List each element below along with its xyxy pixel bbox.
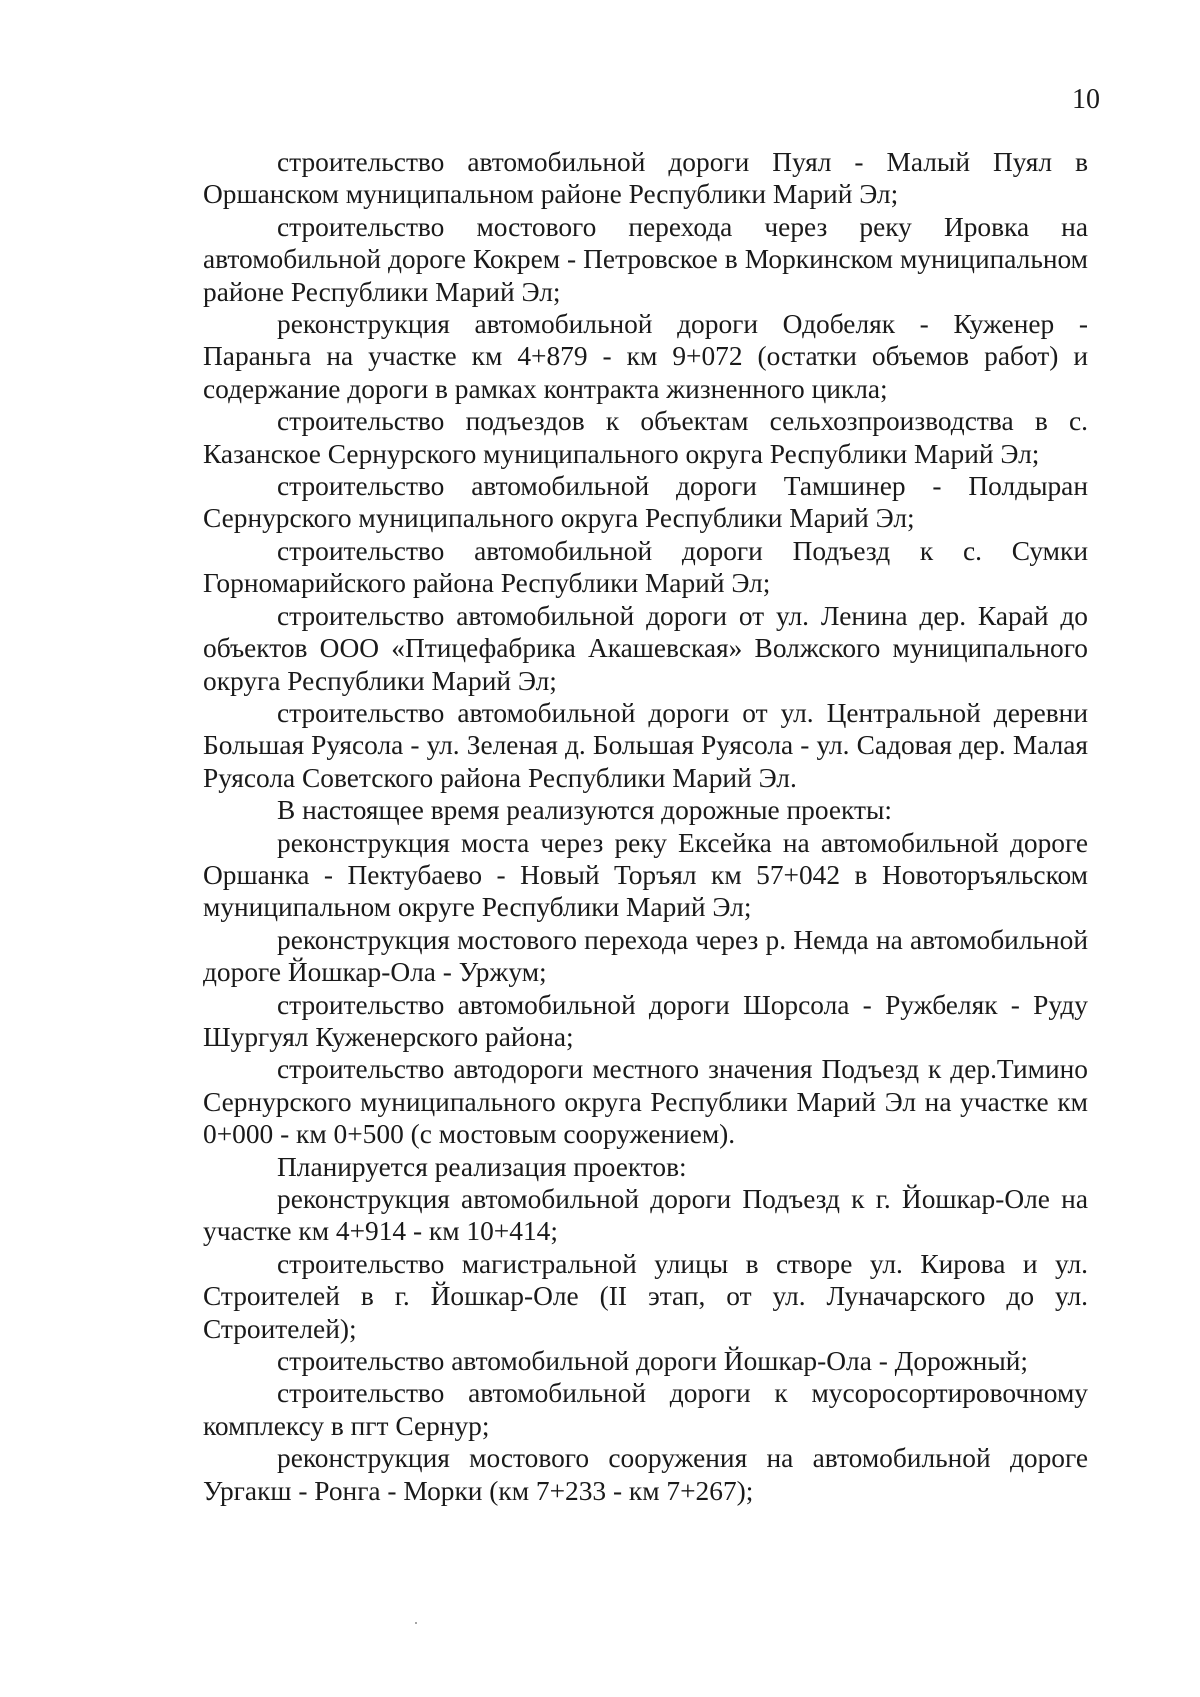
paragraph-road-tamshiner: строительство автомобильной дороги Тамшинер - Полдыран Сернурского муниципального округа Республики Марий Эл; xyxy=(203,471,1088,534)
paragraph-road-sorting-complex: строительство автомобильной дороги к мусоросортировочному комплексу в пгт Сернур; xyxy=(203,1378,1088,1441)
paragraph-road-ruyasola: строительство автомобильной дороги от ул. Центральной деревни Большая Руясола - ул. Зеленая д. Большая Руясола - ул. Садовая дер. Малая Руясола Советского района Республики Марий Эл. xyxy=(203,697,1088,793)
page-number: 10 xyxy=(1072,84,1100,115)
paragraph-bridge-urgaksh: реконструкция мостового сооружения на автомобильной дороге Ургакш - Ронга - Морки (км 7+233 - км 7+267); xyxy=(203,1443,1088,1506)
paragraph-current-projects-heading: В настоящее время реализуются дорожные проекты: xyxy=(277,795,892,826)
paragraph-road-dorozhny: строительство автомобильной дороги Йошкар-Ола - Дорожный; xyxy=(277,1346,1029,1377)
paragraph-planned-projects-heading: Планируется реализация проектов: xyxy=(277,1151,687,1182)
paragraph-road-odobelyak: реконструкция автомобильной дороги Одобеляк - Куженер - Параньга на участке км 4+879 - км 9+072 (остатки объемов работ) и содержание дороги в рамках контракта жизненного цикла; xyxy=(203,309,1088,404)
document-body xyxy=(203,146,1088,1507)
paragraph-road-sumki: строительство автомобильной дороги Подъезд к с. Сумки Горномарийского района Республики Марий Эл; xyxy=(203,535,1088,599)
scan-speck xyxy=(415,1622,417,1624)
paragraph-access-kazanskoe: строительство подъездов к объектам сельхозпроизводства в с. Казанское Сернурского муниципального округа Республики Марий Эл; xyxy=(203,406,1088,469)
paragraph-street-kirova: строительство магистральной улицы в створе ул. Кирова и ул. Строителей в г. Йошкар-Оле (II этап, от ул. Луначарского до ул. Строителей); xyxy=(203,1248,1088,1344)
paragraph-bridge-ekseyka: реконструкция моста через реку Ексейка на автомобильной дороге Оршанка - Пектубаево - Новый Торъял км 57+042 в Новоторъяльском муниципальном округе Республики Марий Эл; xyxy=(203,827,1088,923)
paragraph-road-puyal: строительство автомобильной дороги Пуял - Малый Пуял в Оршанском муниципальном районе Республики Марий Эл; xyxy=(203,147,1088,210)
paragraph-road-yoshkar-ola-access: реконструкция автомобильной дороги Подъезд к г. Йошкар-Оле на участке км 4+914 - км 10+414; xyxy=(203,1184,1088,1247)
paragraph-bridge-irovka: строительство мостового перехода через реку Ировка на автомобильной дороге Кокрем - Петровское в Моркинском муниципальном районе Республики Марий Эл; xyxy=(203,211,1088,307)
paragraph-road-karai: строительство автомобильной дороги от ул. Ленина дер. Карай до объектов ООО «Птицефабрика Акашевская» Волжского муниципального округа Республики Марий Эл; xyxy=(203,600,1088,696)
paragraph-road-shorsola: строительство автомобильной дороги Шорсола - Ружбеляк - Руду Шургуял Куженерского района; xyxy=(203,989,1088,1052)
paragraph-bridge-nemda: реконструкция мостового перехода через р. Немда на автомобильной дороге Йошкар-Ола - Уржум; xyxy=(203,924,1088,988)
paragraph-road-timino: строительство автодороги местного значения Подъезд к дер.Тимино Сернурского муниципального округа Республики Марий Эл на участке км 0+000 - км 0+500 (с мостовым сооружением). xyxy=(203,1054,1088,1150)
